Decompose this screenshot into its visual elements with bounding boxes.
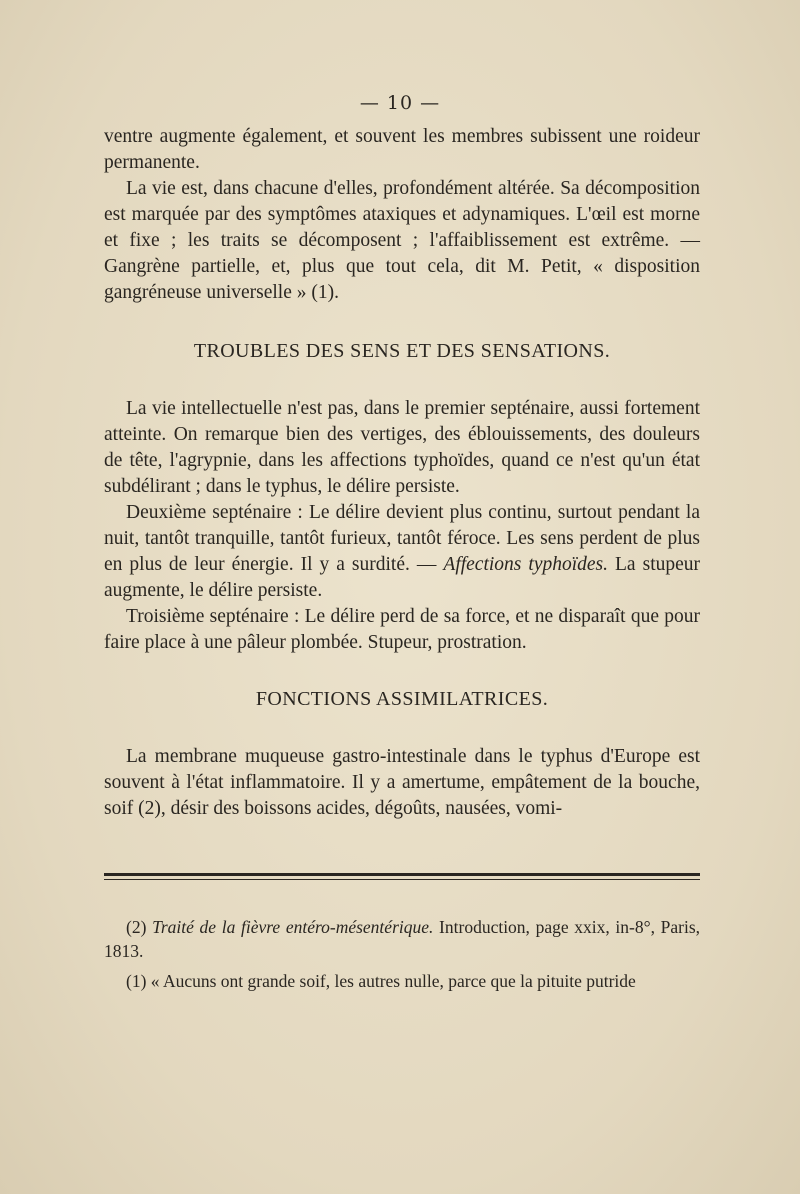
footnotes (104, 915, 700, 993)
paragraph-vie: La vie est, dans chacune d'elles, profondément altérée. Sa décomposition est marquée par des symptômes ataxiques et adynamiques. L'œil est morne et fixe ; les traits se décomposent ; l'affaiblissement est extrême. — Gangrène partielle, et, plus que tout cela, dit M. Petit, « disposition gangréneuse universelle » (1). (104, 178, 700, 303)
paragraph-vie-intellectuelle: La vie intellectuelle n'est pas, dans le premier septénaire, aussi fortement atteinte. On remarque bien des vertiges, des éblouissements, des douleurs de tête, l'agrypnie, dans les affections typhoïdes, quand ce n'est qu'un état subdélirant ; dans le typhus, le délire persiste. (104, 398, 700, 497)
paragraph-troisieme-septenaire: Troisième septénaire : Le délire perd de sa force, et ne disparaît que pour faire place à une pâleur plombée. Stupeur, prostration. (104, 606, 700, 653)
paragraph-deuxieme-septenaire (104, 500, 700, 604)
affections-typhoides-italic: Affections typhoïdes. (443, 554, 609, 575)
footnote-2-details: Introduction, page xxix, in-8°, Paris, 1813. (104, 917, 701, 961)
section-heading-fonctions: FONCTIONS ASSIMILATRICES. (255, 688, 549, 710)
footnote-1: (1) « Aucuns ont grande soif, les autres nulle, parce que la pituite putride (126, 971, 636, 991)
paragraph-membrane: La membrane muqueuse gastro-intestinale dans le typhus d'Europe est souvent à l'état inflammatoire. Il y a amertume, empâtement de la bouche, soif (2), désir des boissons acides, dégoûts, nausées, vomi- (104, 746, 700, 819)
section-heading-troubles: TROUBLES DES SENS ET DES SENSATIONS. (193, 340, 611, 362)
main-text (104, 124, 700, 822)
page-number: — 10 — (359, 92, 441, 114)
deuxieme-text-end: La stupeur augmente, le délire persiste. (104, 554, 701, 601)
footnote-2 (104, 915, 700, 963)
deuxieme-text-start: Deuxième septénaire : Le délire devient plus continu, surtout pendant la nuit, tantôt tranquille, tantôt furieux, tantôt féroce. Les sens perdent de plus en plus de leur énergie. Il y a surdité. — (104, 502, 700, 575)
paragraph-continuation: ventre augmente également, et souvent les membres subissent une roideur permanente. (104, 126, 700, 173)
footnote-rule (104, 873, 700, 876)
footnote-2-title: Traité de la fièvre entéro-mésentérique. (152, 917, 434, 937)
footnote-2-marker: (2) (126, 917, 153, 937)
footnote-rule-thin (104, 879, 700, 880)
